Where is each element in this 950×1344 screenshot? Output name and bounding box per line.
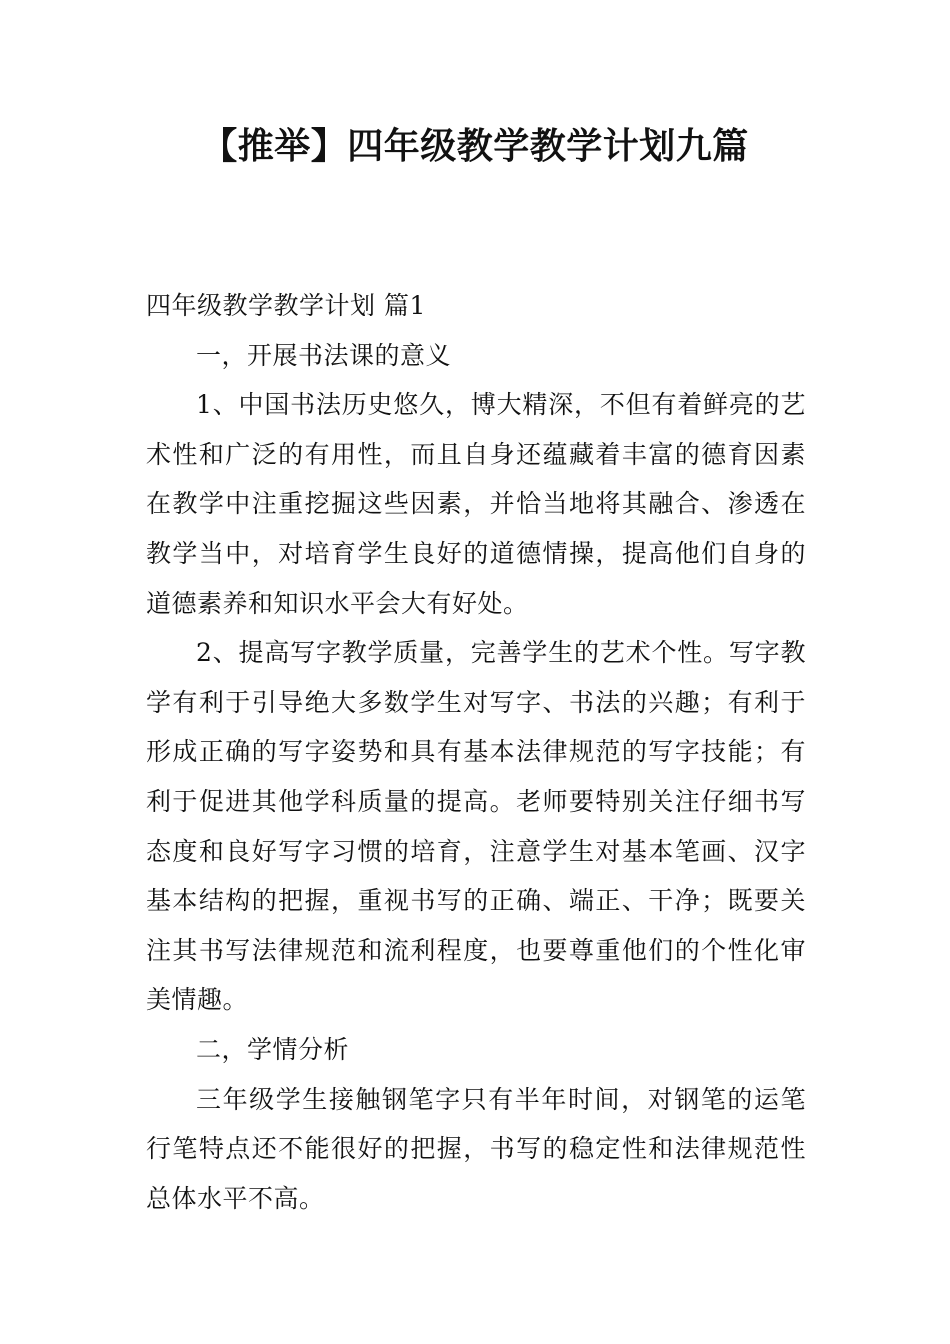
subheading-significance: 一，开展书法课的意义	[196, 340, 452, 370]
document-title: 【推举】四年级教学教学计划九篇	[201, 126, 749, 167]
paragraph: 三年级学生接触钢笔字只有半年时间，对钢笔的运笔行笔特点还不能很好的把握，书写的稳定性和法律规范性总体水平不高。	[146, 1084, 806, 1213]
paragraph: 1、中国书法历史悠久，博大精深，不但有着鲜亮的艺术性和广泛的有用性，而且自身还蕴藏着丰富的德育因素在教学中注重挖掘这些因素，并恰当地将其融合、渗透在教学当中，对培育学生良好的道德情操，提高他们自身的道德素养和知识水平会大有好处。	[146, 390, 806, 618]
subheading-analysis: 二，学情分析	[196, 1034, 350, 1064]
document-body	[146, 281, 806, 1223]
section-heading: 四年级教学教学计划 篇1	[146, 291, 426, 320]
paragraph: 2、提高写字教学质量，完善学生的艺术个性。写字教学有利于引导绝大多数学生对写字、书法的兴趣；有利于形成正确的写字姿势和具有基本法律规范的写字技能；有利于促进其他学科质量的提高。老师要特别关注仔细书写态度和良好写字习惯的培育，注意学生对基本笔画、汉字基本结构的把握，重视书写的正确、端正、干净；既要关注其书写法律规范和流利程度，也要尊重他们的个性化审美情趣。	[146, 638, 806, 1015]
